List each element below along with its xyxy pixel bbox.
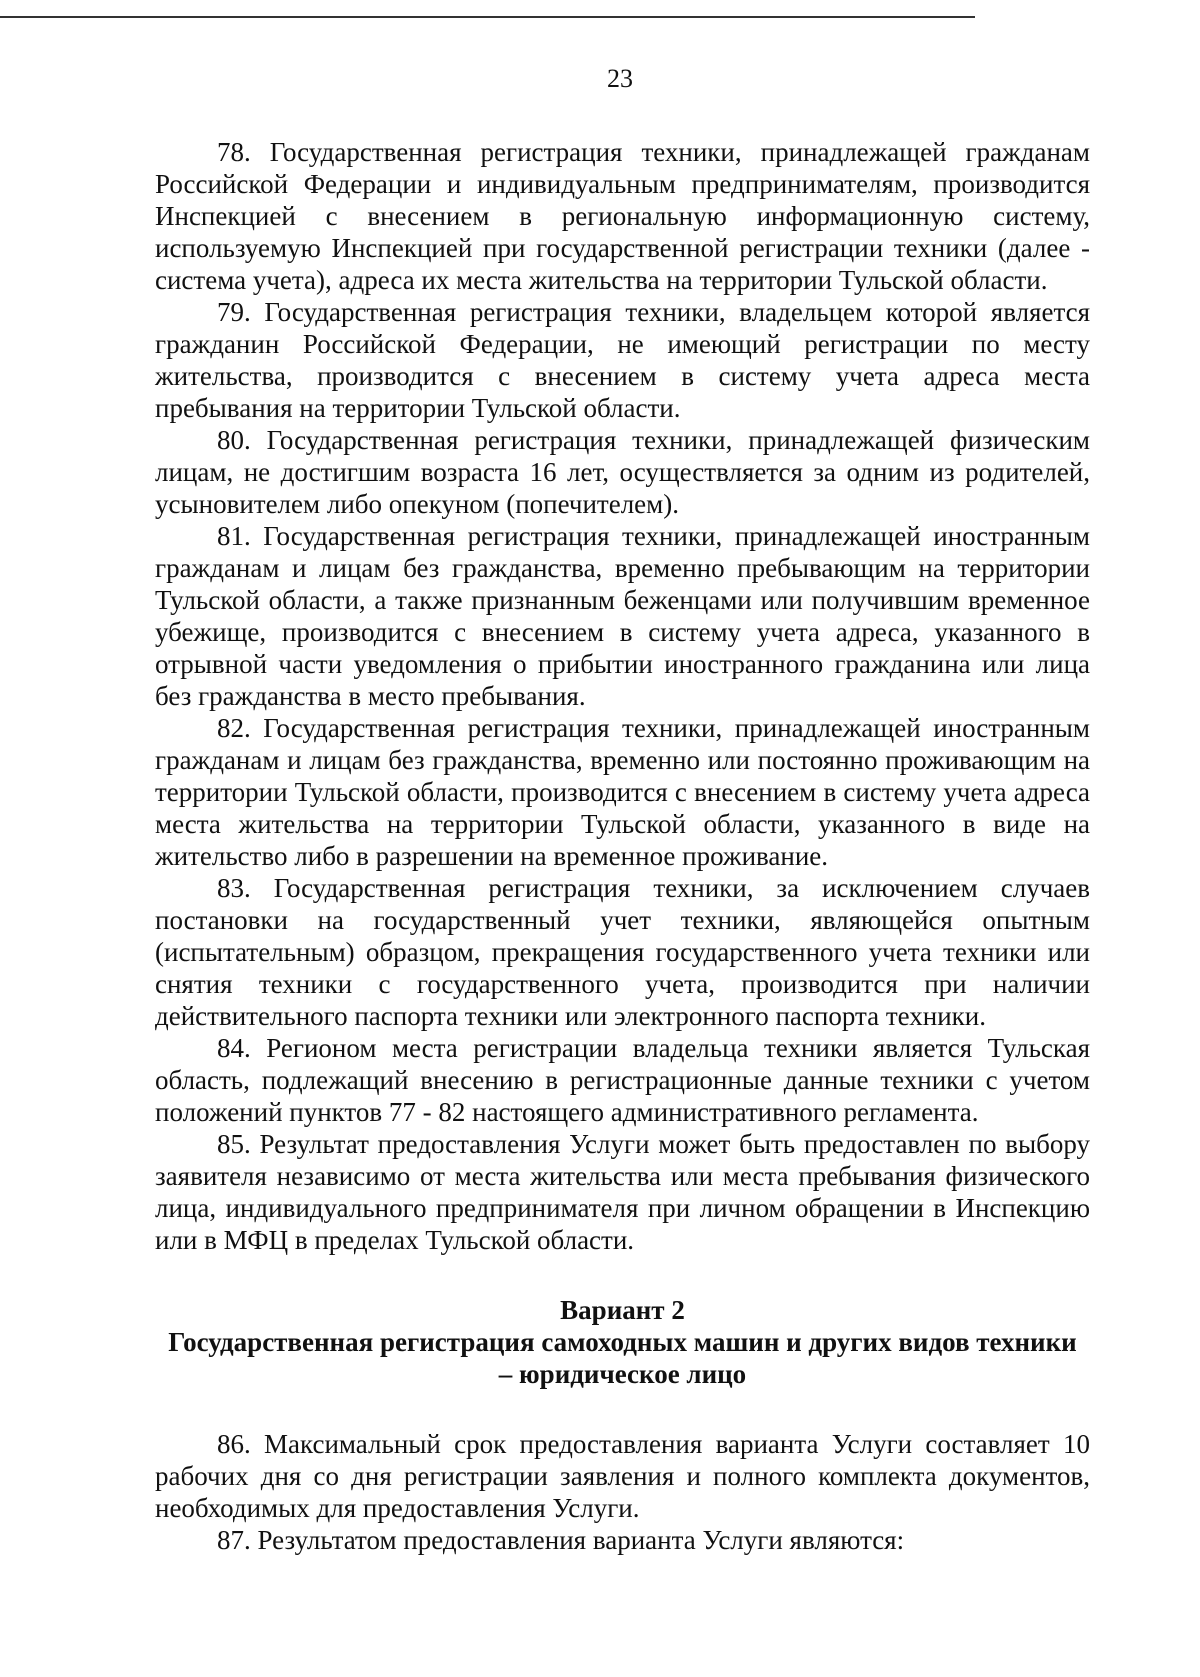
paragraph-79: 79. Государственная регистрация техники, владельцем которой является гражданин Российской Федерации, не имеющий регистрации по месту жительства, производится с внесением в систему учета адреса места пребывания на территории Тульской области. bbox=[155, 297, 1090, 423]
paragraph-83: 83. Государственная регистрация техники, за исключением случаев постановки на государственный учет техники, являющейся опытным (испытательным) образцом, прекращения государственного учета техники или снятия техники с государственного учета, производится при наличии действительного паспорта техники или электронного паспорта техники. bbox=[155, 873, 1090, 1031]
section-heading-subtitle: – юридическое лицо bbox=[498, 1359, 747, 1389]
paragraph-84: 84. Регионом места регистрации владельца техники является Тульская область, подлежащий внесению в регистрационные данные техники с учетом положений пунктов 77 - 82 настоящего административного регламента. bbox=[155, 1033, 1090, 1127]
page-number: 23 bbox=[607, 64, 633, 93]
paragraph-81: 81. Государственная регистрация техники, принадлежащей иностранным гражданам и лицам без гражданства, временно пребывающим на территории Тульской области, а также признанным беженцами или получившим временное убежище, производится с внесением в систему учета адреса, указанного в отрывной части уведомления о прибытии иностранного гражданина или лица без гражданства в место пребывания. bbox=[155, 521, 1090, 711]
paragraph-86: 86. Максимальный срок предоставления варианта Услуги составляет 10 рабочих дня со дня регистрации заявления и полного комплекта документов, необходимых для предоставления Услуги. bbox=[155, 1429, 1090, 1523]
section-heading-title: Государственная регистрация самоходных машин и других видов техники bbox=[168, 1327, 1077, 1357]
paragraph-87: 87. Результатом предоставления варианта Услуги являются: bbox=[217, 1525, 905, 1555]
section-heading-variant: Вариант 2 bbox=[560, 1295, 685, 1325]
document-body bbox=[155, 136, 1090, 1556]
top-rule bbox=[0, 16, 975, 18]
section-heading bbox=[155, 1294, 1090, 1390]
paragraph-82: 82. Государственная регистрация техники, принадлежащей иностранным гражданам и лицам без гражданства, временно или постоянно проживающим на территории Тульской области, производится с внесением в систему учета адреса места жительства на территории Тульской области, указанного в виде на жительство либо в разрешении на временное проживание. bbox=[155, 713, 1090, 871]
paragraph-78: 78. Государственная регистрация техники, принадлежащей гражданам Российской Федерации и индивидуальным предпринимателям, производится Инспекцией с внесением в региональную информационную систему, используемую Инспекцией при государственной регистрации техники (далее - система учета), адреса их места жительства на территории Тульской области. bbox=[155, 137, 1090, 295]
paragraph-80: 80. Государственная регистрация техники, принадлежащей физическим лицам, не достигшим возраста 16 лет, осуществляется за одним из родителей, усыновителем либо опекуном (попечителем). bbox=[155, 425, 1090, 519]
paragraph-85: 85. Результат предоставления Услуги может быть предоставлен по выбору заявителя независимо от места жительства или места пребывания физического лица, индивидуального предпринимателя при личном обращении в Инспекцию или в МФЦ в пределах Тульской области. bbox=[155, 1129, 1090, 1255]
